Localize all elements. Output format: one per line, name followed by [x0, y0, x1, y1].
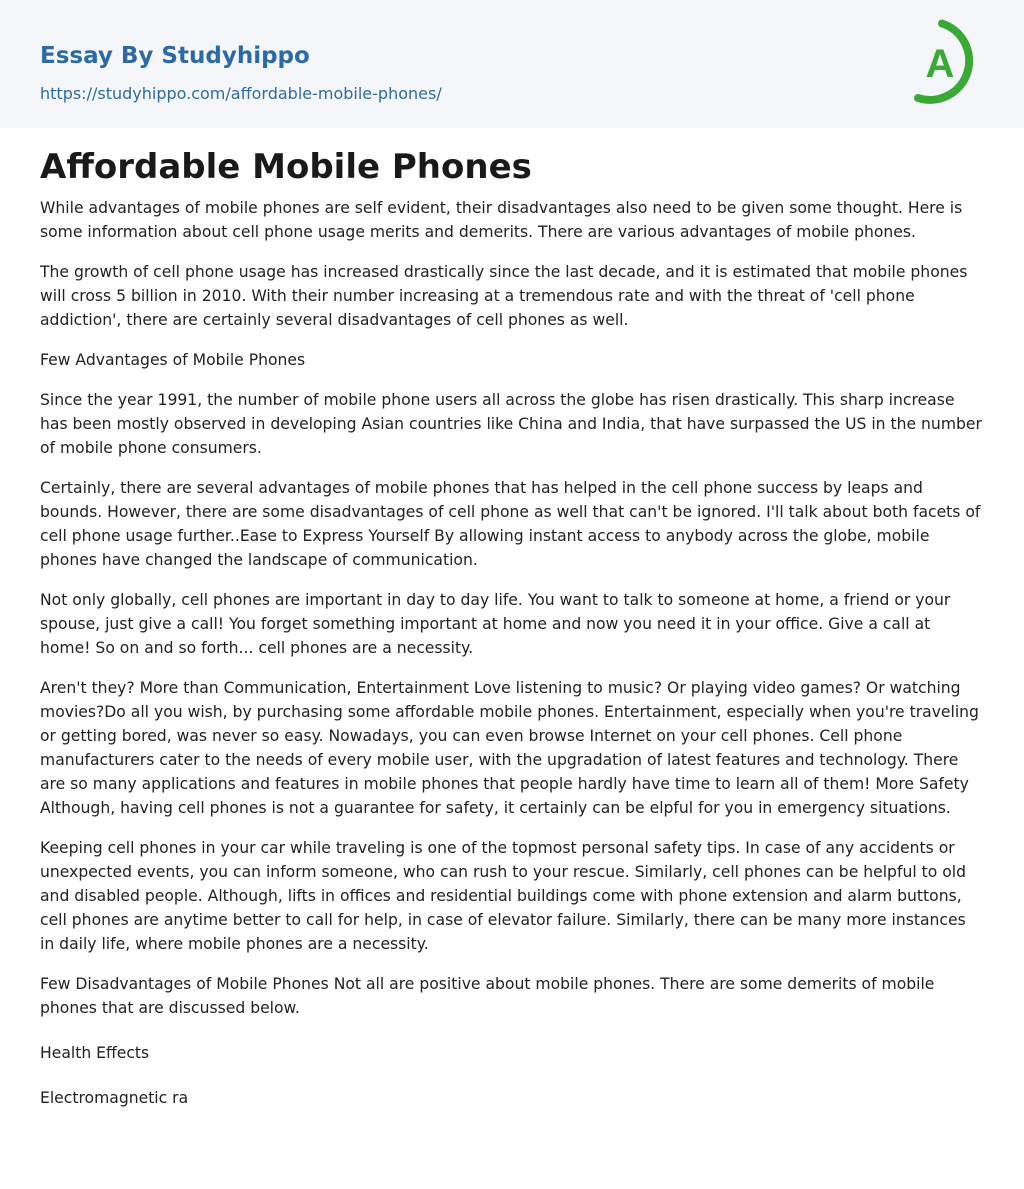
article-paragraph: Certainly, there are several advantages of mobile phones that has helped in the cell phone success by leaps and bounds. However, there are some disadvantages of cell phone as well that can't be ignored. I'll talk about both facets of cell phone usage further..Ease to Express Yourself By allowing instant access to anybody across the globe, mobile phones have changed the landscape of communication.	[40, 479, 981, 569]
article-paragraph: Not only globally, cell phones are important in day to day life. You want to talk to someone at home, a friend or your spouse, just give a call! You forget something important at home and now you need it in your office. Give a call at home! So on and so forth... cell phones are a necessity.	[40, 591, 951, 657]
article-paragraph: Aren't they? More than Communication, Entertainment Love listening to music? Or playing video games? Or watching movies?Do all you wish, by purchasing some affordable mobile phones. Entertainment, especially when you're traveling or getting bored, was never so easy. Nowadays, you can even browse Internet on your cell phones. Cell phone manufacturers cater to the needs of every mobile user, with the upgradation of latest features and technology. There are so many applications and features in mobile phones that people hardly have time to learn all of them! More Safety Although, having cell phones is not a guarantee for safety, it certainly can be elpful for you in emergency situations.	[40, 679, 979, 817]
article-paragraph: While advantages of mobile phones are self evident, their disadvantages also need to be given some thought. Here is some information about cell phone usage merits and demerits. There are various advantages of mobile phones.	[40, 199, 963, 241]
article-paragraph: Few Advantages of Mobile Phones	[40, 351, 306, 369]
article-content	[40, 144, 984, 1131]
logo-letter: A	[925, 42, 955, 86]
studyhippo-logo-icon[interactable]	[912, 19, 986, 105]
article-title: Affordable Mobile Phones	[40, 147, 532, 187]
article-paragraph: Since the year 1991, the number of mobile phone users all across the globe has risen drastically. This sharp increase has been mostly observed in developing Asian countries like China and India, that have surpassed the US in the number of mobile phone consumers.	[40, 391, 982, 457]
section-health-effects: Health Effects	[40, 1044, 150, 1062]
article-paragraph: The growth of cell phone usage has increased drastically since the last decade, and it is estimated that mobile phones will cross 5 billion in 2010. With their number increasing at a tremendous rate and with the threat of 'cell phone addiction', there are certainly several disadvantages of cell phones as well.	[40, 263, 968, 329]
article-paragraph: Keeping cell phones in your car while traveling is one of the topmost personal safety tips. In case of any accidents or unexpected events, you can inform someone, who can rush to your rescue. Similarly, cell phones can be helpful to old and disabled people. Although, lifts in offices and residential buildings come with phone extension and alarm buttons, cell phones are anytime better to call for help, in case of elevator failure. Similarly, there can be many more instances in daily life, where mobile phones are a necessity.	[40, 839, 966, 953]
brand-title: Essay By Studyhippo	[40, 43, 310, 69]
page-header	[0, 0, 1024, 128]
article-paragraph: Few Disadvantages of Mobile Phones Not all are positive about mobile phones. There are some demerits of mobile phones that are discussed below.	[40, 975, 935, 1017]
section-electromagnetic: Electromagnetic ra	[40, 1089, 189, 1107]
source-url-link[interactable]: https://studyhippo.com/affordable-mobile-phones/	[40, 84, 442, 103]
